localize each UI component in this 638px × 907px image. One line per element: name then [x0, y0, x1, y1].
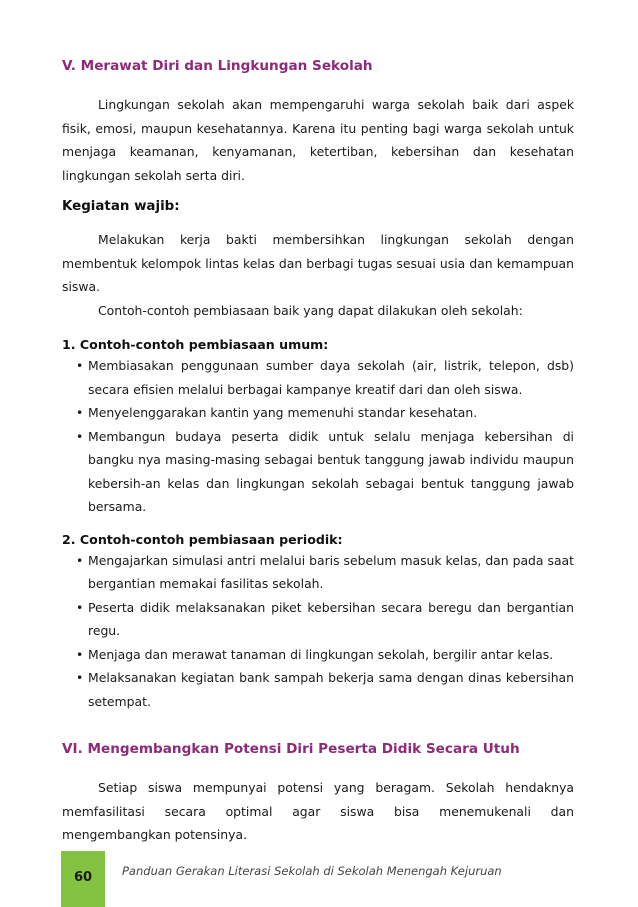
examples-intro-paragraph: Contoh-contoh pembiasaan baik yang dapat dilakukan oleh sekolah:	[98, 302, 523, 318]
list-item	[62, 643, 574, 667]
bullet-icon: •	[76, 552, 84, 568]
list-item-text: Menyelenggarakan kantin yang memenuhi standar kesehatan.	[88, 405, 478, 420]
subsection-heading: Kegiatan wajib:	[62, 199, 180, 214]
section-intro-paragraph: Setiap siswa mempunyai potensi yang beragam. Sekolah hendaknya memfasilitasi secara optimal agar siswa bisa menemukenali dan mengembangkan potensinya.	[62, 780, 574, 842]
list-item	[62, 666, 574, 713]
list-item	[62, 596, 574, 643]
list-item-text: Melaksanakan kegiatan bank sampah bekerja sama dengan dinas kebersihan setempat.	[88, 670, 574, 709]
section-heading: V. Merawat Diri dan Lingkungan Sekolah	[62, 58, 373, 74]
bullet-icon: •	[76, 405, 84, 420]
list-item-text: Membangun budaya peserta didik untuk selalu menjaga kebersihan di bangku nya masing-masing sebagai bentuk tanggung jawab individu maupun kebersih-an kelas dan lingkungan sekolah sebagai bentuk tanggung jawab bersama.	[88, 428, 574, 514]
list-item	[62, 354, 574, 401]
bullet-icon: •	[76, 646, 84, 662]
bullet-list	[62, 549, 574, 714]
list-item-text: Mengajarkan simulasi antri melalui baris sebelum masuk kelas, dan pada saat bergantian memakai fasilitas sekolah.	[88, 552, 574, 591]
page-number: 60	[73, 870, 93, 885]
bullet-icon: •	[76, 358, 84, 373]
list-item-text: Membiasakan penggunaan sumber daya sekolah (air, listrik, telepon, dsb) secara efisien melalui berbagai kampanye kreatif dari dan oleh siswa.	[88, 358, 574, 397]
page-content	[62, 58, 574, 847]
list-item-text: Peserta didik melaksanakan piket kebersihan secara beregu dan bergantian regu.	[88, 599, 574, 638]
list-item	[62, 425, 574, 519]
list-item	[62, 401, 574, 425]
running-footer-title: Panduan Gerakan Literasi Sekolah di Sekolah Menengah Kejuruan	[122, 864, 502, 878]
page-number-box	[61, 851, 105, 907]
bullet-icon: •	[76, 599, 84, 615]
activity-paragraph: Melakukan kerja bakti membersihkan lingkungan sekolah dengan membentuk kelompok lintas kelas dan berbagi tugas sesuai usia dan kemampuan siswa.	[62, 232, 574, 294]
list-heading: 2. Contoh-contoh pembiasaan periodik:	[62, 531, 343, 547]
section-intro-paragraph: Lingkungan sekolah akan mempengaruhi warga sekolah baik dari aspek fisik, emosi, maupun kesehatannya. Karena itu penting bagi warga sekolah untuk menjaga keamanan, kenyamanan, ketertiban, kebersihan dan kesehatan lingkungan sekolah serta diri.	[62, 97, 574, 183]
bullet-icon: •	[76, 428, 84, 444]
bullet-list	[62, 354, 574, 519]
list-heading: 1. Contoh-contoh pembiasaan umum:	[62, 337, 329, 352]
list-item-text: Menjaga dan merawat tanaman di lingkungan sekolah, bergilir antar kelas.	[88, 646, 554, 662]
section-heading: VI. Mengembangkan Potensi Diri Peserta Didik Secara Utuh	[62, 741, 520, 757]
list-item	[62, 549, 574, 596]
bullet-icon: •	[76, 670, 84, 685]
